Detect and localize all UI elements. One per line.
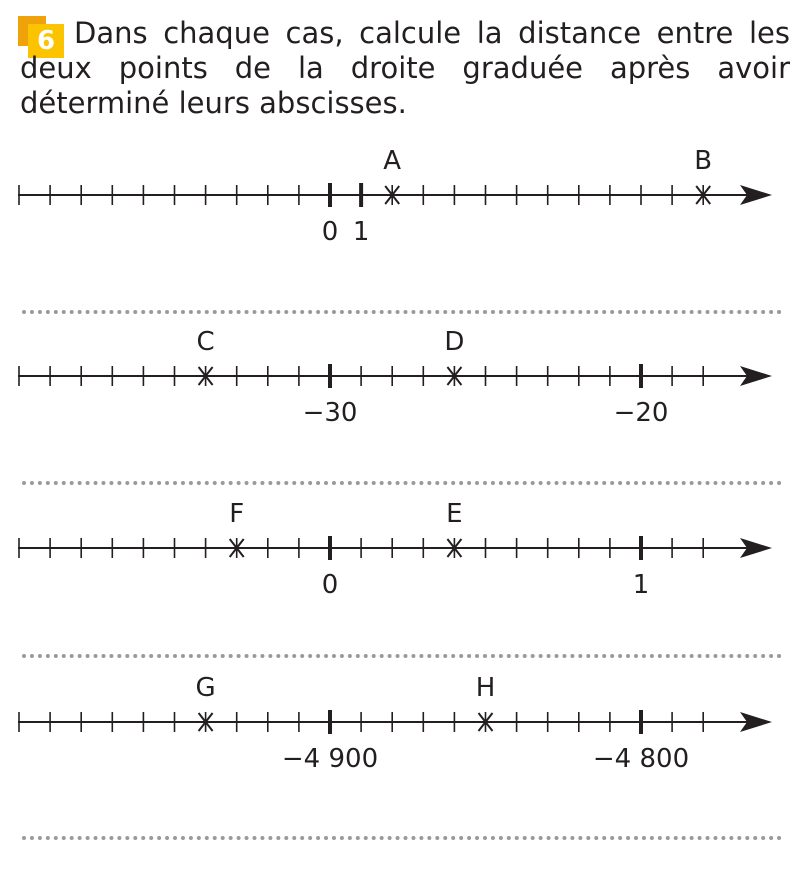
point-label-b: B [694, 146, 713, 176]
number-line-2 [18, 327, 772, 428]
number-line-3 [18, 499, 772, 600]
tick-label: −4 900 [281, 744, 379, 774]
point-label-g: G [195, 673, 216, 703]
point-label-f: F [229, 499, 245, 529]
exercise-number: 6 [28, 24, 64, 58]
answer-line-4[interactable] [22, 836, 782, 840]
point-label-h: H [475, 673, 496, 703]
point-label-e: E [446, 499, 463, 529]
point-label-a: A [383, 146, 402, 176]
tick-label: 1 [352, 217, 370, 247]
answer-line-3[interactable] [22, 654, 782, 658]
point-label-c: C [196, 327, 215, 357]
tick-label: −30 [302, 398, 358, 428]
tick-label: 0 [321, 570, 339, 600]
number-line-1 [18, 146, 772, 247]
point-label-d: D [444, 327, 465, 357]
tick-label: −20 [613, 398, 669, 428]
tick-label: 0 [321, 217, 339, 247]
number-line-4 [18, 673, 772, 774]
exercise-instruction: Dans chaque cas, calcule la distance entre les deux points de la droite graduée après avoir déterminé leurs abscisses. [20, 16, 790, 120]
tick-label: −4 800 [592, 744, 690, 774]
answer-line-1[interactable] [22, 310, 782, 314]
tick-label: 1 [632, 570, 650, 600]
answer-line-2[interactable] [22, 481, 782, 485]
